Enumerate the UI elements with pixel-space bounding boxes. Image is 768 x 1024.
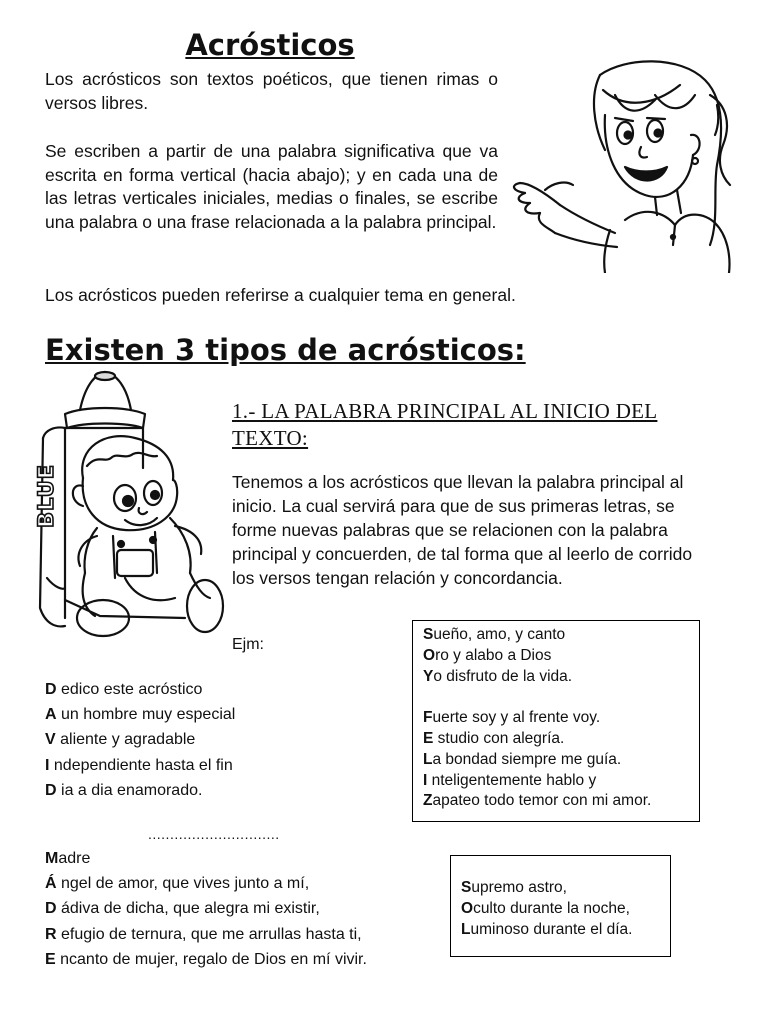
poem-initial: L xyxy=(461,920,471,938)
poem-text: culto durante la noche, xyxy=(473,899,630,917)
poem-initial: M xyxy=(45,850,59,867)
poem-text: edico este acróstico xyxy=(56,681,203,698)
poem-text: un hombre muy especial xyxy=(56,706,236,724)
poem-text: ngel de amor, que vives junto a mí, xyxy=(56,875,310,893)
poem-text: aliente y agradable xyxy=(55,731,196,749)
poem-initial: O xyxy=(461,899,474,917)
poem-text: ádiva de dicha, que alegra mi existir, xyxy=(56,900,320,918)
poem-text: uerte soy y al frente voy. xyxy=(432,709,601,727)
poem-text: ueño, amo, y canto xyxy=(433,626,566,643)
poem-madre xyxy=(45,846,367,972)
poem-initial: V xyxy=(45,731,56,749)
poem-text: apateo todo temor con mi amor. xyxy=(432,792,652,810)
poem-initial: E xyxy=(45,950,56,968)
poem-text: uminoso durante el día. xyxy=(470,920,633,938)
intro-paragraph-3: Los acrósticos pueden referirse a cualquier tema en general. xyxy=(45,285,516,305)
poem-text: upremo astro, xyxy=(471,879,567,896)
poem-initial: O xyxy=(423,646,436,664)
poem-initial: Y xyxy=(423,667,434,685)
poem-line xyxy=(45,702,235,727)
poem-initial: E xyxy=(423,729,434,747)
poem-initial: S xyxy=(423,626,434,643)
poem-text: nteligentemente hablo y xyxy=(427,771,597,789)
poem-line xyxy=(423,625,699,646)
example-label: Ejm: xyxy=(232,636,264,653)
poem-line xyxy=(423,750,699,771)
poem-spacer xyxy=(423,687,699,708)
girl-illustration xyxy=(505,55,733,273)
poem-text: efugio de ternura, que me arrullas hasta ti, xyxy=(56,925,362,943)
poem-line xyxy=(45,896,367,921)
poem-line xyxy=(423,667,699,688)
poem-text: ncanto de mujer, regalo de Dios en mí vivir. xyxy=(55,950,367,968)
types-heading: Existen 3 tipos de acrósticos: xyxy=(45,333,526,367)
poem-initial: D xyxy=(45,681,57,698)
poem-line xyxy=(45,846,367,871)
poem-line xyxy=(423,646,699,667)
poem-initial: D xyxy=(45,900,57,918)
poem-line xyxy=(423,791,699,812)
poem-line xyxy=(423,771,699,792)
poem-line xyxy=(461,899,670,920)
poem-text: ndependiente hasta el fin xyxy=(49,756,233,774)
poem-line xyxy=(45,871,367,896)
intro-paragraph-2: Se escriben a partir de una palabra significativa que va escrita en forma vertical (hacia abajo); y en cada una de las letras verticales iniciales, medias o finales, se escribe una palabra o una frase relacionada a la palabra principal. xyxy=(45,141,498,232)
example-box-sol xyxy=(450,855,671,957)
poem-line xyxy=(45,947,367,972)
section1-heading: 1.- LA PALABRA PRINCIPAL AL INICIO DEL TEXTO: xyxy=(232,399,658,450)
poem-initial: Z xyxy=(423,792,433,810)
poem-initial: S xyxy=(461,879,472,896)
poem-initial: F xyxy=(423,709,433,727)
poem-text: adre xyxy=(58,850,91,867)
poem-line xyxy=(45,778,235,803)
separator: .............................. xyxy=(148,826,280,842)
poem-text: o disfruto de la vida. xyxy=(433,667,573,685)
poem-initial: L xyxy=(423,750,433,768)
poem-line xyxy=(461,920,670,941)
poem-text: ia a dia enamorado. xyxy=(56,781,203,799)
page-title: Acrósticos xyxy=(185,28,355,62)
poem-text: ro y alabo a Dios xyxy=(435,646,552,664)
poem-initial: R xyxy=(45,925,57,943)
intro-paragraph-1: Los acrósticos son textos poéticos, que tienen rimas o versos libres. xyxy=(45,69,498,113)
example-box-soy xyxy=(412,620,700,822)
poem-initial: I xyxy=(45,756,50,774)
poem-line xyxy=(45,727,235,752)
poem-line xyxy=(423,708,699,729)
crayon-boy-illustration xyxy=(25,368,230,650)
poem-text: a bondad siempre me guía. xyxy=(432,750,622,768)
poem-line xyxy=(461,878,670,899)
poem-david xyxy=(45,677,235,803)
poem-initial: A xyxy=(45,706,57,724)
poem-initial: D xyxy=(45,781,57,799)
crayon-label: BLUE xyxy=(34,463,58,528)
poem-line xyxy=(423,729,699,750)
poem-line xyxy=(45,677,235,702)
poem-line xyxy=(45,753,235,778)
poem-line xyxy=(45,922,367,947)
poem-initial: Á xyxy=(45,875,57,893)
poem-initial: I xyxy=(423,771,428,789)
poem-text: studio con alegría. xyxy=(433,729,565,747)
section1-body: Tenemos a los acrósticos que llevan la palabra principal al inicio. La cual servirá para que de sus primeras letras, se forme nuevas palabras que se relacionen con la palabra principal y concuerden, de tal forma que al leerlo de corrido los versos tengan relación y concordancia. xyxy=(232,472,693,588)
